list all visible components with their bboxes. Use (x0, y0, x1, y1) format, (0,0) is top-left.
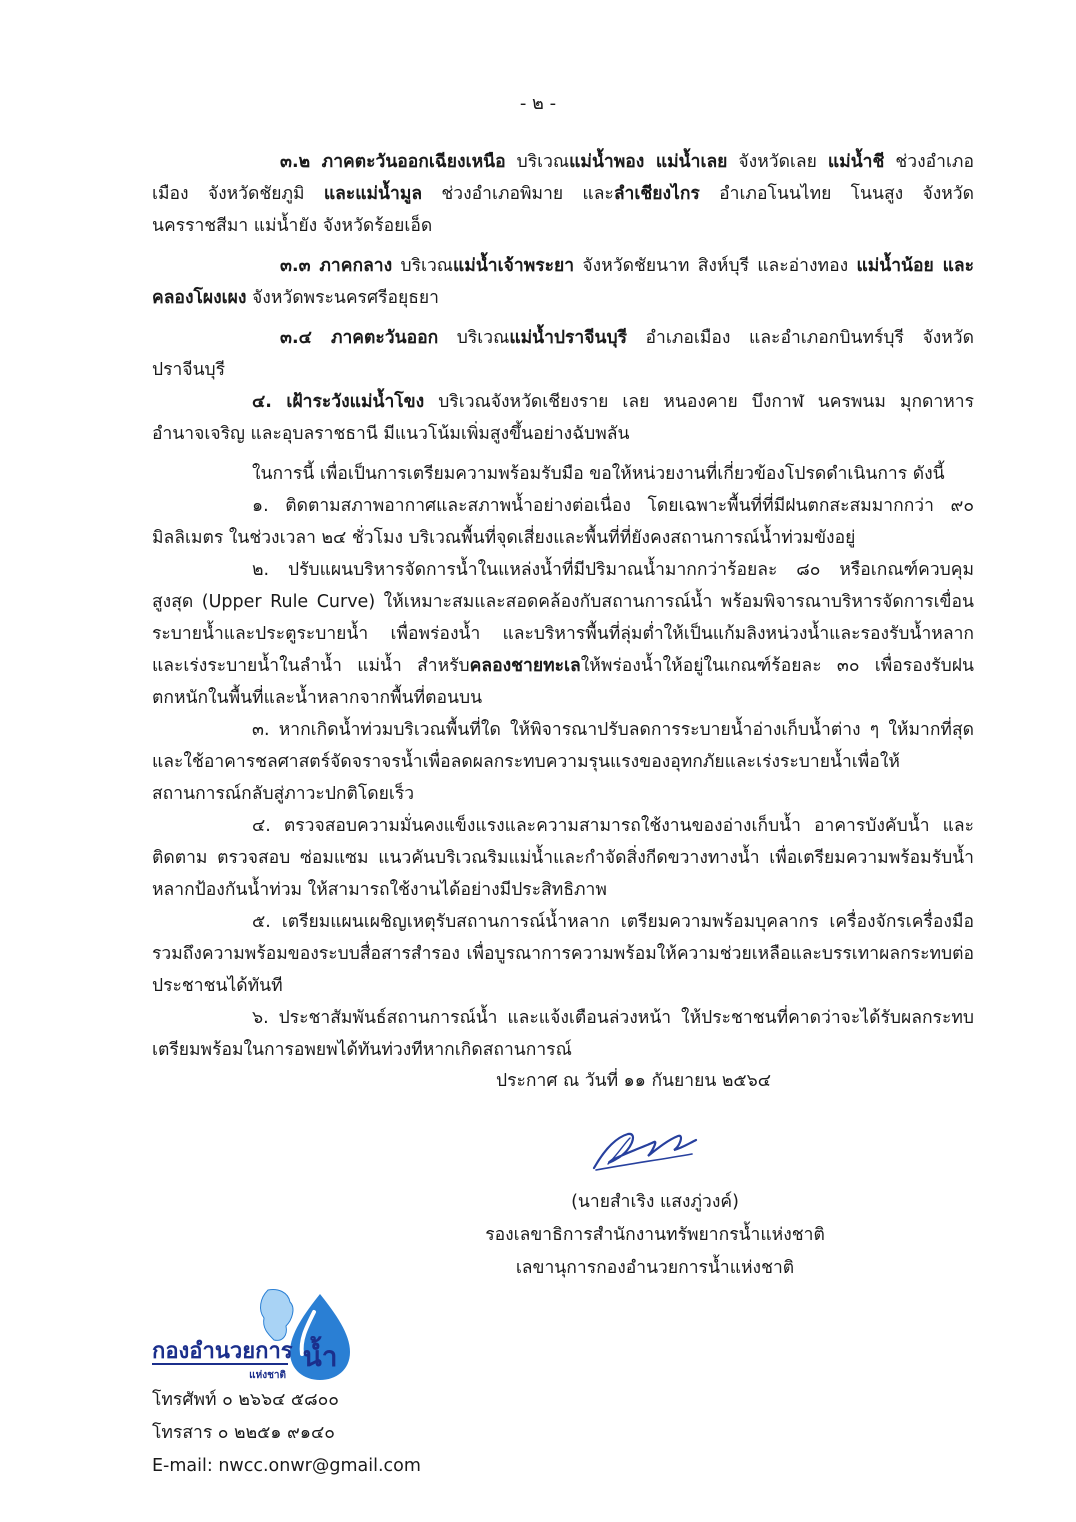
bold-text: แม่น้ำเจ้าพระยา (453, 256, 575, 276)
text: บริเวณ (505, 152, 570, 172)
text: จังหวัดชัยนาท สิงห์บุรี และอ่างทอง (574, 256, 857, 276)
bold-text: แม่น้ำปราจีนบุรี (509, 328, 627, 348)
text: บริเวณ (438, 328, 510, 348)
bold-text: ๓.๒ ภาคตะวันออกเฉียงเหนือ (280, 152, 506, 172)
text: ช่วงอำเภอพิมาย และ (422, 184, 614, 204)
text: ช่วงอำเภอเมือง จังหวัดชัยภูมิ (152, 152, 974, 204)
signatory-title: รองเลขาธิการสำนักงานทรัพยากรน้ำแห่งชาติ (485, 1225, 825, 1245)
logo-sub-text: แห่งชาติ (249, 1370, 286, 1381)
handwritten-signature (588, 1124, 700, 1174)
paragraph-action-1: ๑. ติดตามสภาพอากาศและสภาพน้ำอย่างต่อเนื่อง โดยเฉพาะพื้นที่ที่มีฝนตกสะสมมากกว่า ๙๐ มิลลิเมตร ในช่วงเวลา ๒๔ ชั่วโมง บริเวณพื้นที่จุดเสี่ยงและพื้นที่ที่ยังคงสถานการณ์น้ำท่วมขังอยู่ (152, 496, 974, 548)
paragraph-action-3: ๓. หากเกิดน้ำท่วมบริเวณพื้นที่ใด ให้พิจารณาปรับลดการระบายน้ำอ่างเก็บน้ำต่าง ๆ ให้มากที่สุด และใช้อาคารชลศาสตร์จัดจราจรน้ำเพื่อลดผลกระทบความรุนแรงของอุทกภัยและเร่งระบายน้ำเพื่อให้สถานการณ์กลับสู่ภาวะปกติโดยเร็ว (152, 720, 974, 804)
text: อำเภอเมือง และอำเภอกบินทร์บุรี จังหวัดปราจีนบุรี (152, 328, 975, 380)
paragraph-action-5: ๕. เตรียมแผนเผชิญเหตุรับสถานการณ์น้ำหลาก เตรียมความพร้อมบุคลากร เครื่องจักรเครื่องมือ รวมถึงความพร้อมของระบบสื่อสารสำรอง เพื่อบูรณาการความพร้อมให้ความช่วยเหลือและบรรเทาผลกระทบต่อประชาชนได้ทันที (152, 912, 974, 996)
bold-text: ๓.๔ ภาคตะวันออก (280, 328, 439, 348)
paragraph-action-6: ๖. ประชาสัมพันธ์สถานการณ์น้ำ และแจ้งเตือนล่วงหน้า ให้ประชาชนที่คาดว่าจะได้รับผลกระทบ เตรียมพร้อมในการอพยพได้ทันท่วงทีหากเกิดสถานการณ์ (152, 1008, 974, 1060)
paragraph-northeast (152, 146, 974, 242)
signatory-name: (นายสำเริง แสงภู่วงค์) (571, 1192, 739, 1212)
bold-text: คลองชายทะเล (469, 656, 581, 676)
phone-number: โทรศัพท์ ๐ ๒๖๖๔ ๕๘๐๐ (152, 1390, 339, 1410)
fax-number: โทรสาร ๐ ๒๒๕๑ ๙๑๔๐ (152, 1423, 335, 1443)
page-number: - ๒ - (519, 93, 557, 114)
nwcc-logo (150, 1284, 360, 1384)
signatory-title: เลขานุการกองอำนวยการน้ำแห่งชาติ (515, 1258, 795, 1278)
text: บริเวณจังหวัดเชียงราย เลย หนองคาย บึงกาฬ นครพนม มุกดาหาร อำนาจเจริญ และอุบลราชธานี มีแนวโน้มเพิ่มสูงขึ้นอย่างฉับพลัน (152, 392, 974, 444)
bold-text: แม่น้ำน้อย และคลองโผงเผง (152, 256, 974, 308)
signature-block (400, 1186, 910, 1285)
paragraph-action-2 (152, 554, 974, 714)
announcement-date: ประกาศ ณ วันที่ ๑๑ กันยายน ๒๕๖๔ (496, 1071, 772, 1091)
paragraph-mekong (152, 386, 974, 450)
paragraph-intro-actions: ในการนี้ เพื่อเป็นการเตรียมความพร้อมรับมือ ขอให้หน่วยงานที่เกี่ยวข้องโปรดดำเนินการ ดังนี้ (252, 464, 945, 484)
contact-info (152, 1384, 421, 1483)
text: อำเภอโนนไทย โนนสูง จังหวัดนครราชสีมา แม่น้ำยัง จังหวัดร้อยเอ็ด (152, 184, 974, 236)
paragraph-action-4: ๔. ตรวจสอบความมั่นคงแข็งแรงและความสามารถใช้งานของอ่างเก็บน้ำ อาคารบังคับน้ำ และติดตาม ตรวจสอบ ซ่อมแซม แนวคันบริเวณริมแม่น้ำและกำจัดสิ่งกีดขวางทางน้ำ เพื่อเตรียมความพร้อมรับน้ำหลากป้องกันน้ำท่วม ให้สามารถใช้งานได้อย่างมีประสิทธิภาพ (152, 816, 974, 900)
text: ๒. ปรับแผนบริหารจัดการน้ำในแหล่งน้ำที่มีปริมาณน้ำมากกว่าร้อยละ ๘๐ หรือเกณฑ์ควบคุมสูงสุด (Upper Rule Curve) ให้เหมาะสมและสอดคล้องกับสถานการณ์น้ำ พร้อมพิจารณาบริหารจัดการเขื่อนระบายน้ำและประตูระบายน้ำ เพื่อพร่องน้ำ และบริหารพื้นที่ลุ่มต่ำให้เป็นแก้มลิงหน่วงน้ำและรองรับน้ำหลาก และเร่งระบายน้ำในลำน้ำ แม่น้ำ สำหรับ (152, 560, 974, 676)
logo-water-text: น้ำ (302, 1340, 338, 1373)
document-body (152, 146, 974, 1066)
bold-text: ลำเชียงไกร (613, 184, 700, 204)
bold-text: แม่น้ำพอง แม่น้ำเลย (569, 152, 728, 172)
logo-main-text: กองอำนวยการ (152, 1339, 293, 1364)
bold-text: ๔. เฝ้าระวังแม่น้ำโขง (252, 392, 425, 412)
paragraph-central (152, 250, 974, 314)
text: บริเวณ (392, 256, 454, 276)
bold-text: แม่น้ำชี (827, 152, 885, 172)
bold-text: และแม่น้ำมูล (323, 184, 423, 204)
text: ให้พร่องน้ำให้อยู่ในเกณฑ์ร้อยละ ๓๐ เพื่อรองรับฝนตกหนักในพื้นที่และน้ำหลากจากพื้นที่ตอนบน (152, 656, 974, 708)
bold-text: ๓.๓ ภาคกลาง (280, 256, 393, 276)
text: จังหวัดพระนครศรีอยุธยา (246, 288, 439, 308)
paragraph-east (152, 322, 974, 386)
text: จังหวัดเลย (727, 152, 828, 172)
email-address[interactable]: E-mail: nwcc.onwr@gmail.com (152, 1456, 421, 1476)
